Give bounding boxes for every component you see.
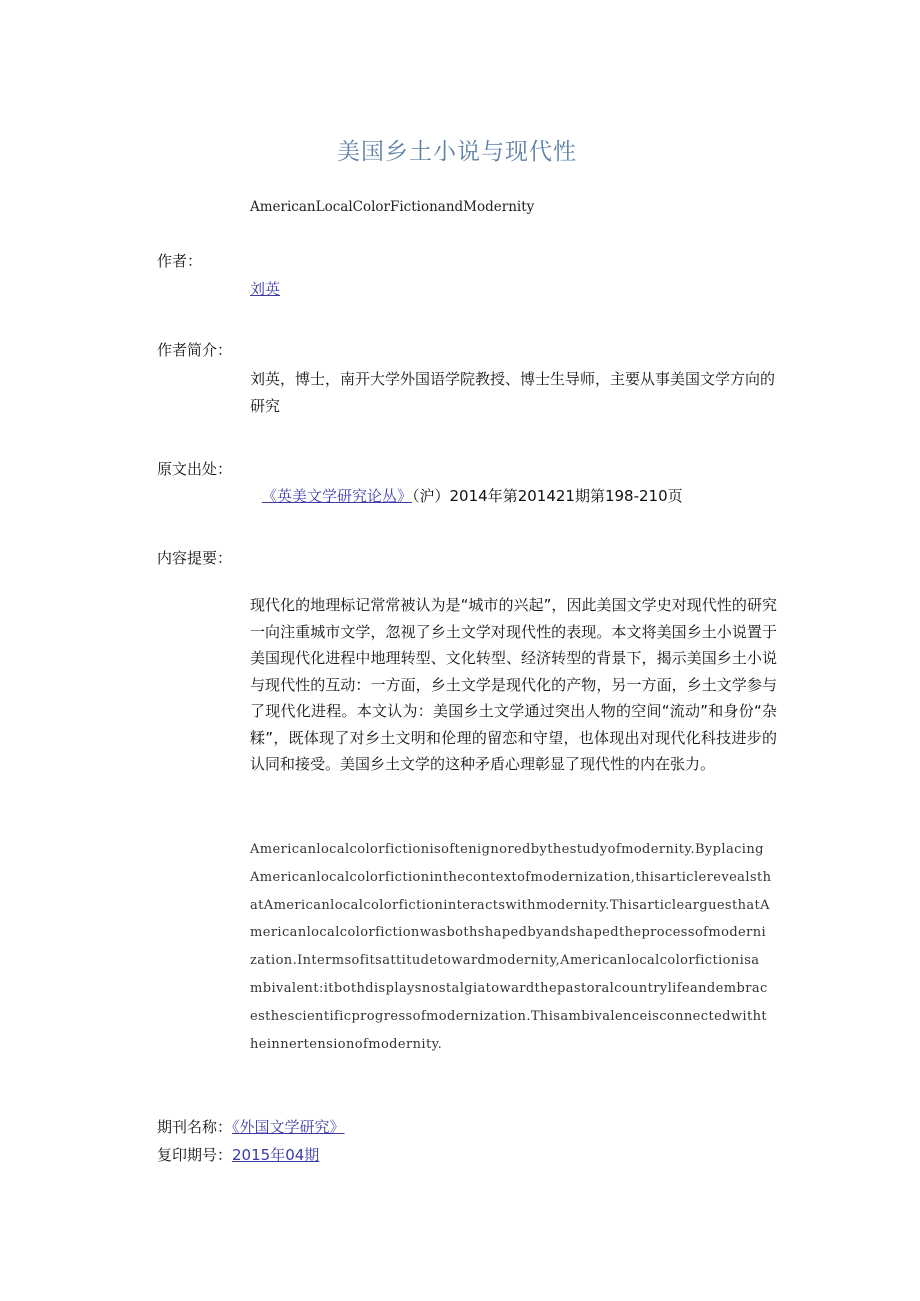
abstract-english: Americanlocalcolorfictionisoftenignoredbythestudyofmodernity.ByplacingAmericanlocalcolorfictioninthecontextofmodernization,thisarticlerevealsthatAmericanlocalcolorfictioninteractswithmodernity.ThisarticlearguesthatAmericanlocalcolorfictionwasbothshapedbyandshapedtheprocessofmodernization.Intermsofitsattitudetowardmodernity,Americanlocalcolorfictionisambivalent:itbothdisplaysnostalgiatowardthepastoralcountrylifeandembracesthescientificprogressofmodernization.Thisambivalenceisconnectedwiththeinnertensionofmodernity. — [250, 842, 772, 1052]
english-title: AmericanLocalColorFictionandModernity — [250, 199, 535, 215]
journal-name-label: 期刊名称： — [157, 1118, 233, 1136]
reprint-issue-link[interactable]: 2015年04期 — [232, 1146, 320, 1164]
source-line — [262, 485, 683, 506]
author-link[interactable]: 刘英 — [250, 280, 281, 298]
reprint-issue-label: 复印期号： — [157, 1146, 233, 1164]
source-details: （沪）2014年第201421期第198-210页 — [412, 487, 683, 505]
journal-name-row — [157, 1116, 345, 1137]
author-bio-text: 刘英，博士，南开大学外国语学院教授、博士生导师，主要从事美国文学方向的研究 — [250, 370, 776, 415]
author-bio-label: 作者简介： — [157, 341, 233, 359]
article-title: 美国乡土小说与现代性 — [337, 139, 577, 165]
source-journal-link[interactable]: 《英美文学研究论丛》 — [262, 487, 413, 505]
abstract-chinese: 现代化的地理标记常常被认为是“城市的兴起”，因此美国文学史对现代性的研究一向注重城市文学，忽视了乡土文学对现代性的表现。本文将美国乡土小说置于美国现代化进程中地理转型、文化转型、经济转型的背景下，揭示美国乡土小说与现代性的互动：一方面，乡土文学是现代化的产物，另一方面，乡土文学参与了现代化进程。本文认为：美国乡土文学通过突出人物的空间“流动”和身份“杂糅”，既体现了对乡土文明和伦理的留恋和守望，也体现出对现代化科技进步的认同和接受。美国乡土文学的这种矛盾心理彰显了现代性的内在张力。 — [250, 596, 777, 773]
author-label: 作者： — [157, 252, 203, 270]
abstract-label: 内容提要： — [157, 549, 233, 567]
source-label: 原文出处： — [157, 460, 233, 478]
journal-name-link[interactable]: 《外国文学研究》 — [232, 1118, 345, 1136]
reprint-issue-row — [157, 1144, 319, 1165]
